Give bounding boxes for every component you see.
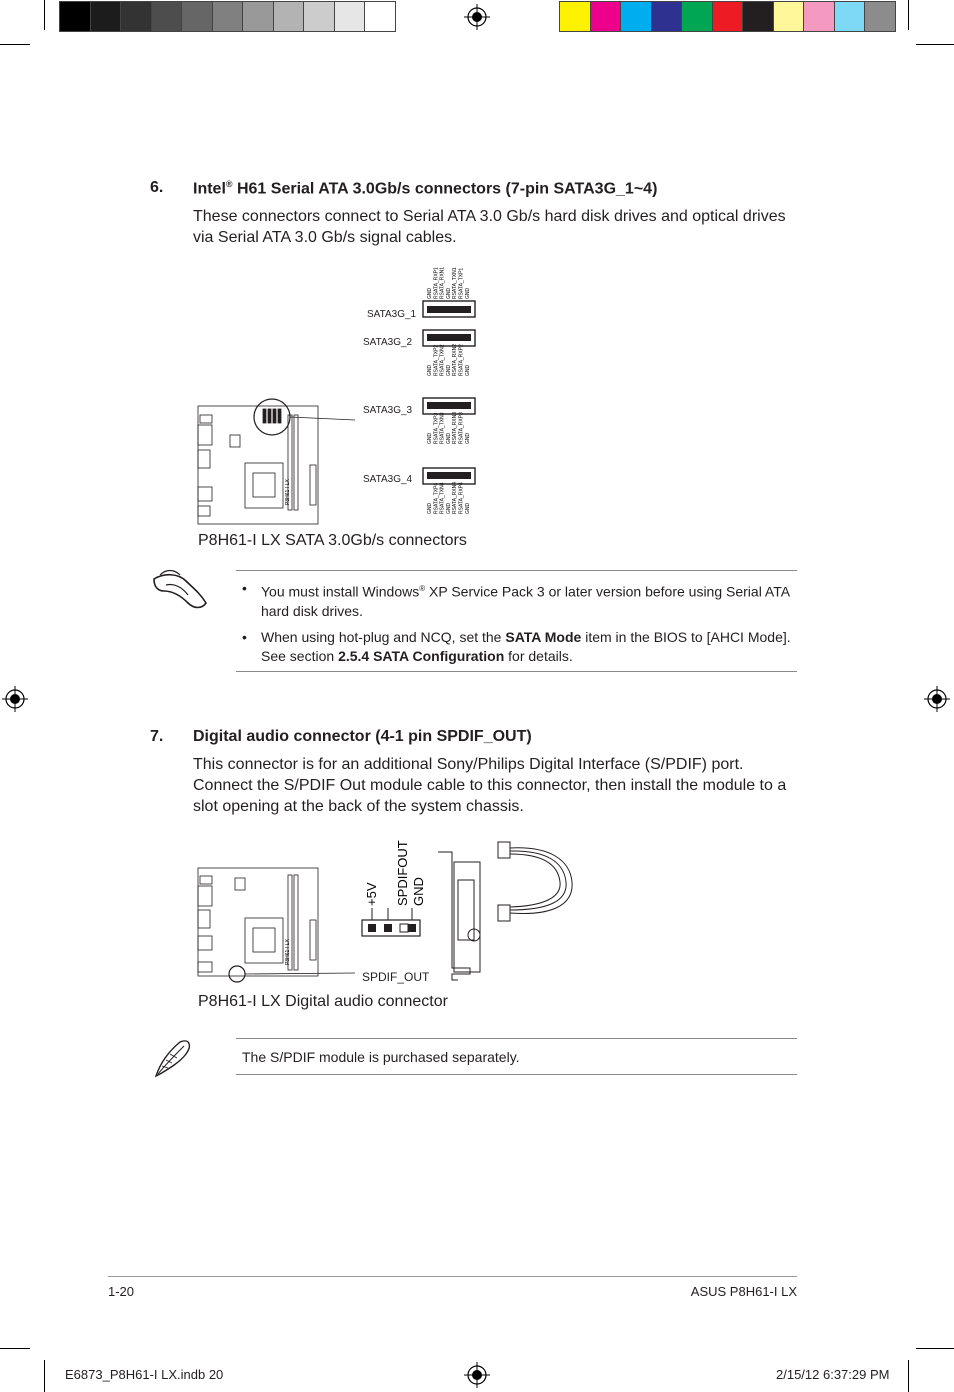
feather-pen-icon [150, 1036, 194, 1082]
motherboard-illustration [198, 399, 355, 524]
crop-mark [908, 0, 909, 30]
sata-pin-label: RSATA_TXP4 [433, 482, 440, 514]
note-bottom-rule [236, 671, 797, 672]
sata-pin-label: RSATA_TXP2 [433, 344, 440, 376]
crop-mark [0, 1348, 30, 1349]
hand-note-icon [150, 565, 210, 613]
sata-connector-3 [423, 398, 475, 414]
sata-connector-2 [423, 330, 475, 346]
sata-pin-label: RSATA_RXP4 [458, 482, 465, 514]
registration-mark-icon [464, 1362, 490, 1388]
sata-pin-label: RSATA_RXP3 [458, 412, 465, 444]
section-7-number: 7. [150, 728, 164, 745]
spdif-pin-label: +5V [364, 882, 379, 906]
sata-pin-label: GND [445, 432, 452, 444]
sata-pin-label: GND [464, 502, 471, 514]
spdif-out-label: SPDIF_OUT [362, 970, 430, 984]
color-swatch [591, 2, 621, 31]
color-swatch [304, 2, 334, 31]
bullet: • [242, 580, 247, 596]
crop-mark [44, 1360, 45, 1392]
note-top-rule [236, 1038, 797, 1039]
board-label: P8H61-I LX [285, 939, 291, 965]
color-swatch [652, 2, 682, 31]
note-text-part: for details. [504, 648, 573, 664]
motherboard-illustration [198, 868, 355, 982]
spdif-note: The S/PDIF module is purchased separately. [242, 1049, 520, 1065]
color-swatch [182, 2, 212, 31]
crop-mark [916, 44, 954, 45]
section-6-number: 6. [150, 179, 164, 196]
section-7-body: This connector is for an additional Sony/Philips Digital Interface (S/PDIF) port. Connect the S/PDIF Out module cable to this connector, then install the module to a slot opening at the back of the system chassis. [193, 756, 787, 815]
note-text-part: XP Service Pack 3 or later version before using Serial ATA hard disk drives. [261, 583, 790, 619]
sata-connector-1 [423, 301, 475, 317]
section-6-title-part: H61 Serial ATA 3.0Gb/s connectors (7-pin SATA3G_1~4) [232, 180, 658, 198]
sata-pin-label: RSATA_TXP3 [433, 412, 440, 444]
sata-pin-label: RSATA_RXN1 [439, 266, 446, 299]
section-6-title-part: Intel [193, 180, 226, 198]
sata-pin-label: RSATA_TXN4 [439, 482, 446, 514]
sata-pin-label: GND [464, 432, 471, 444]
sata-pin-label: RSATA_TXP1 [458, 267, 465, 299]
spdif-diagram-caption: P8H61-I LX Digital audio connector [198, 993, 448, 1010]
sata-diagram-caption: P8H61-I LX SATA 3.0Gb/s connectors [198, 532, 467, 549]
note-top-rule [236, 570, 797, 571]
footer-rule [108, 1276, 797, 1277]
registered-mark: ® [225, 179, 233, 189]
note-text-part: item in the BIOS to [AHCI Mode]. See section [261, 629, 791, 664]
sata-pin-label: GND [427, 432, 433, 444]
crop-mark [908, 1360, 909, 1392]
color-swatch [274, 2, 304, 31]
sata-pin-label: GND [427, 502, 433, 514]
sata-pin-label: RSATA_RXP1 [433, 267, 440, 299]
sata-pin-label: GND [445, 287, 452, 299]
sata3g-4-label: SATA3G_4 [363, 474, 413, 485]
sata-pin-label: RSATA_TXN2 [439, 344, 446, 376]
color-swatch [60, 2, 90, 31]
crop-mark [0, 44, 30, 45]
registered-mark: ® [419, 584, 426, 593]
color-swatch [682, 2, 712, 31]
sata-pin-label: RSATA_RXN4 [452, 481, 459, 514]
sata-pin-label: GND [427, 287, 433, 299]
sata-pin-label: RSATA_TXN3 [439, 412, 446, 444]
color-swatch [91, 2, 121, 31]
board-label: P8H61-I LX [285, 479, 291, 505]
spdif-module-illustration [438, 842, 572, 980]
sata-pin-label: GND [445, 364, 452, 376]
color-swatch [743, 2, 773, 31]
sata-pin-label: GND [427, 364, 433, 376]
section-6-body: These connectors connect to Serial ATA 3.0 Gb/s hard disk drives and optical drives via Serial ATA 3.0 Gb/s signal cables. [193, 208, 786, 246]
note-bottom-rule [236, 1074, 797, 1075]
sata-connectors-diagram [190, 250, 510, 535]
color-swatch [213, 2, 243, 31]
color-swatch [152, 2, 182, 31]
sata-pin-label: RSATA_RXN3 [452, 411, 459, 444]
color-swatch [865, 2, 895, 31]
color-swatch [335, 2, 365, 31]
bullet: • [242, 629, 247, 645]
sata-pin-label: RSATA_RXN2 [452, 343, 459, 376]
section-6-title [193, 179, 657, 198]
registration-mark-icon [924, 686, 950, 712]
sata-pin-label: RSATA_TXN1 [452, 267, 459, 299]
spdif-pin-label: GND [411, 877, 426, 906]
crop-mark [916, 1348, 954, 1349]
page-number: 1-20 [108, 1284, 135, 1299]
slug-file-name: E6873_P8H61-I LX.indb 20 [65, 1367, 224, 1382]
color-swatch [804, 2, 834, 31]
sata-config-section-ref: 2.5.4 SATA Configuration [338, 648, 505, 664]
color-swatch [560, 2, 590, 31]
spdif-header [362, 908, 420, 936]
sata-pin-label: GND [445, 502, 452, 514]
sata3g-2-label: SATA3G_2 [363, 337, 413, 348]
spdif-connector-diagram [190, 840, 590, 990]
slug-timestamp: 2/15/12 6:37:29 PM [776, 1367, 890, 1382]
sata3g-3-label: SATA3G_3 [363, 405, 413, 416]
color-swatch [835, 2, 865, 31]
sata-connector-4 [423, 468, 475, 484]
sata-pin-label: RSATA_RXP2 [458, 344, 465, 376]
crop-mark [44, 0, 45, 30]
color-swatch [365, 2, 395, 31]
color-swatch [621, 2, 651, 31]
section-7-title: Digital audio connector (4-1 pin SPDIF_OUT) [193, 728, 532, 745]
product-name: ASUS P8H61-I LX [690, 1284, 797, 1299]
color-swatch [121, 2, 151, 31]
note-text-part: You must install Windows [261, 583, 420, 600]
sata-pin-label: GND [464, 287, 471, 299]
sata-mode-term: SATA Mode [505, 629, 582, 645]
sata3g-1-label: SATA3G_1 [367, 309, 417, 320]
note-item-hotplug [261, 628, 797, 666]
sata-pin-label: GND [464, 364, 471, 376]
spdif-pin-label: SPDIFOUT [395, 840, 410, 906]
note-item-windows [261, 579, 797, 621]
note-text-part: When using hot-plug and NCQ, set the [261, 629, 506, 645]
color-swatch [243, 2, 273, 31]
registration-mark-icon [464, 4, 490, 30]
registration-mark-icon [2, 686, 28, 712]
color-swatch [713, 2, 743, 31]
color-swatch [774, 2, 804, 31]
